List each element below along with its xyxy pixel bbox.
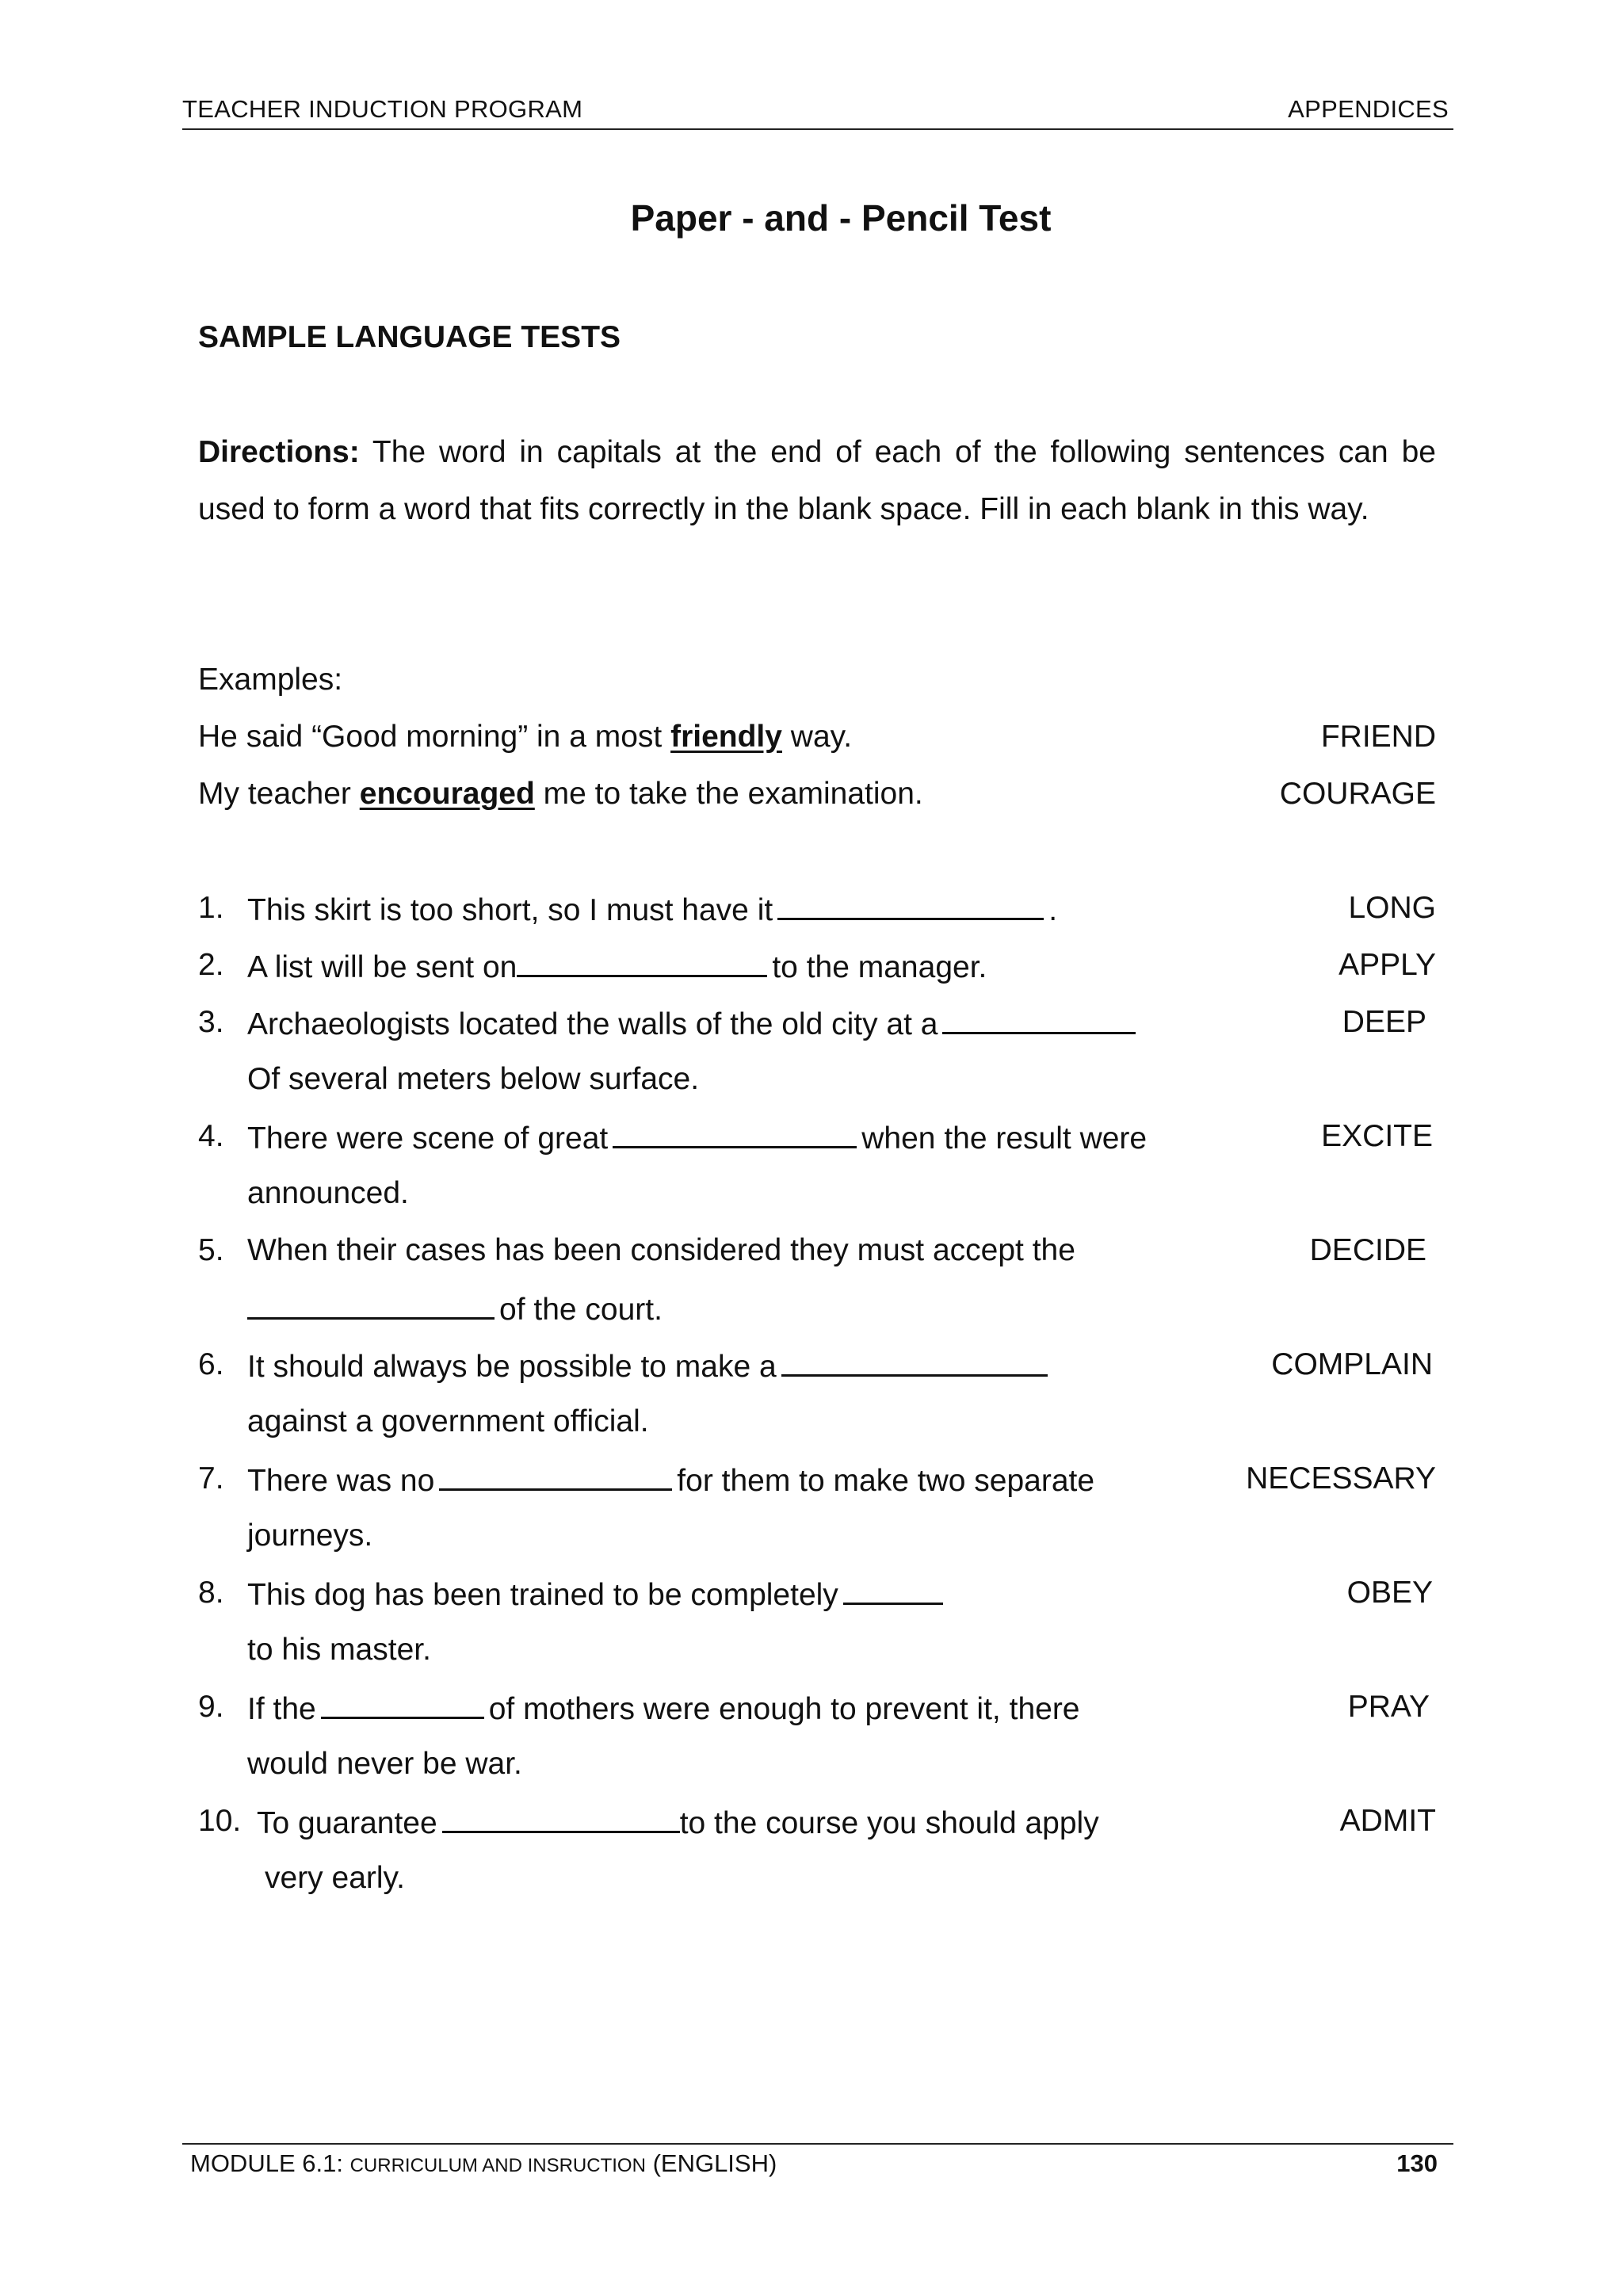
question-4-part-b: when the result were (861, 1121, 1148, 1156)
question-6-number: 6. (198, 1347, 224, 1381)
question-3-number: 3. (198, 1005, 224, 1039)
question-5-part-b: of the court. (499, 1293, 663, 1327)
example-1-before: He said “Good morning” in a most (198, 720, 671, 754)
answer-blank[interactable] (321, 1690, 484, 1719)
question-9-number: 9. (198, 1690, 224, 1724)
question-5-text: When their cases has been considered they must accept the (247, 1233, 1075, 1267)
answer-blank[interactable] (843, 1576, 943, 1605)
directions-label: Directions: (198, 435, 360, 469)
question-2-text (247, 948, 987, 985)
question-10-number: 10. (198, 1804, 242, 1838)
question-5-key: DECIDE (1309, 1233, 1426, 1267)
header-left: TEACHER INDUCTION PROGRAM (182, 95, 583, 123)
header-right: APPENDICES (1288, 95, 1449, 123)
question-2-key: APPLY (1338, 948, 1436, 982)
example-2-key: COURAGE (1279, 777, 1436, 811)
question-9-text (247, 1690, 1080, 1727)
question-7-key: NECESSARY (1246, 1461, 1436, 1496)
question-7-text (247, 1461, 1094, 1499)
answer-blank[interactable] (942, 1005, 1136, 1034)
question-1-text (247, 891, 1057, 928)
answer-blank[interactable] (442, 1804, 680, 1833)
footer-module (190, 2149, 777, 2178)
footer-rule (182, 2143, 1453, 2145)
question-3-continuation: Of several meters below surface. (247, 1062, 700, 1096)
question-9-key: PRAY (1347, 1690, 1430, 1724)
example-1-after: way. (781, 720, 853, 754)
question-2-part-b: to the manager. (772, 950, 987, 984)
question-10-part-a: To guarantee (257, 1806, 437, 1840)
header-rule (182, 128, 1453, 130)
question-9-part-b: of mothers were enough to prevent it, there (488, 1692, 1080, 1726)
answer-blank[interactable] (439, 1461, 672, 1491)
example-1 (198, 720, 852, 755)
examples-label: Examples: (198, 663, 343, 697)
footer-module-number: MODULE 6.1: (190, 2149, 343, 2177)
answer-blank[interactable] (613, 1119, 857, 1148)
question-1-number: 1. (198, 891, 224, 925)
example-1-answer: friendly (670, 720, 782, 754)
question-6-text (247, 1347, 1052, 1385)
question-4-part-a: There were scene of great (247, 1121, 609, 1156)
example-2-before: My teacher (198, 777, 360, 811)
example-1-key: FRIEND (1320, 720, 1436, 754)
section-heading: SAMPLE LANGUAGE TESTS (198, 320, 621, 354)
question-7-number: 7. (198, 1461, 224, 1496)
question-4-key: EXCITE (1321, 1119, 1433, 1153)
example-2 (198, 777, 923, 812)
question-5-continuation (247, 1290, 663, 1328)
question-7-continuation: journeys. (247, 1519, 373, 1553)
footer-subject: CURRICULUM AND INSRUCTION (349, 2155, 646, 2176)
question-8-part-a: This dog has been trained to be completely (247, 1578, 838, 1612)
question-9-continuation: would never be war. (247, 1747, 522, 1781)
example-2-answer: encouraged (359, 777, 535, 811)
question-10-text (257, 1804, 1099, 1841)
question-10-continuation: very early. (265, 1861, 405, 1895)
question-4-continuation: announced. (247, 1176, 409, 1210)
question-7-part-b: for them to make two separate (677, 1464, 1095, 1498)
question-2-number: 2. (198, 948, 224, 982)
question-7-part-a: There was no (247, 1464, 435, 1498)
question-1-key: LONG (1348, 891, 1436, 925)
question-1-part-b: . (1048, 893, 1058, 927)
question-4-number: 4. (198, 1119, 224, 1153)
question-1-part-a: This skirt is too short, so I must have it (247, 893, 773, 927)
question-4-text (247, 1119, 1147, 1156)
answer-blank[interactable] (781, 1347, 1048, 1377)
question-6-part-a: It should always be possible to make a (247, 1350, 777, 1384)
question-8-text (247, 1576, 948, 1613)
directions-paragraph (198, 424, 1436, 538)
footer-language: (ENGLISH) (652, 2149, 777, 2177)
question-5-number: 5. (198, 1233, 224, 1267)
question-8-number: 8. (198, 1576, 224, 1610)
example-2-after: me to take the examination. (534, 777, 923, 811)
question-9-part-a: If the (247, 1692, 316, 1726)
question-10-key: ADMIT (1339, 1804, 1436, 1838)
answer-blank[interactable] (247, 1290, 495, 1320)
question-2-part-a: A list will be sent on (247, 950, 517, 984)
question-8-continuation: to his master. (247, 1633, 431, 1667)
page-title: Paper - and - Pencil Test (630, 197, 1052, 239)
answer-blank[interactable] (517, 948, 767, 977)
question-3-key: DEEP (1342, 1005, 1426, 1039)
question-3-part-a: Archaeologists located the walls of the old city at a (247, 1007, 938, 1041)
question-8-key: OBEY (1346, 1576, 1433, 1610)
question-6-key: COMPLAIN (1271, 1347, 1433, 1381)
question-6-continuation: against a government official. (247, 1404, 649, 1438)
answer-blank[interactable] (777, 891, 1044, 920)
directions-text: The word in capitals at the end of each of the following sentences can be used to form a word that fits correctly in the blank space. Fill in each blank in this way. (198, 435, 1436, 526)
question-3-text (247, 1005, 1140, 1042)
page-number: 130 (1396, 2149, 1438, 2177)
question-10-part-b: to the course you should apply (679, 1806, 1099, 1840)
